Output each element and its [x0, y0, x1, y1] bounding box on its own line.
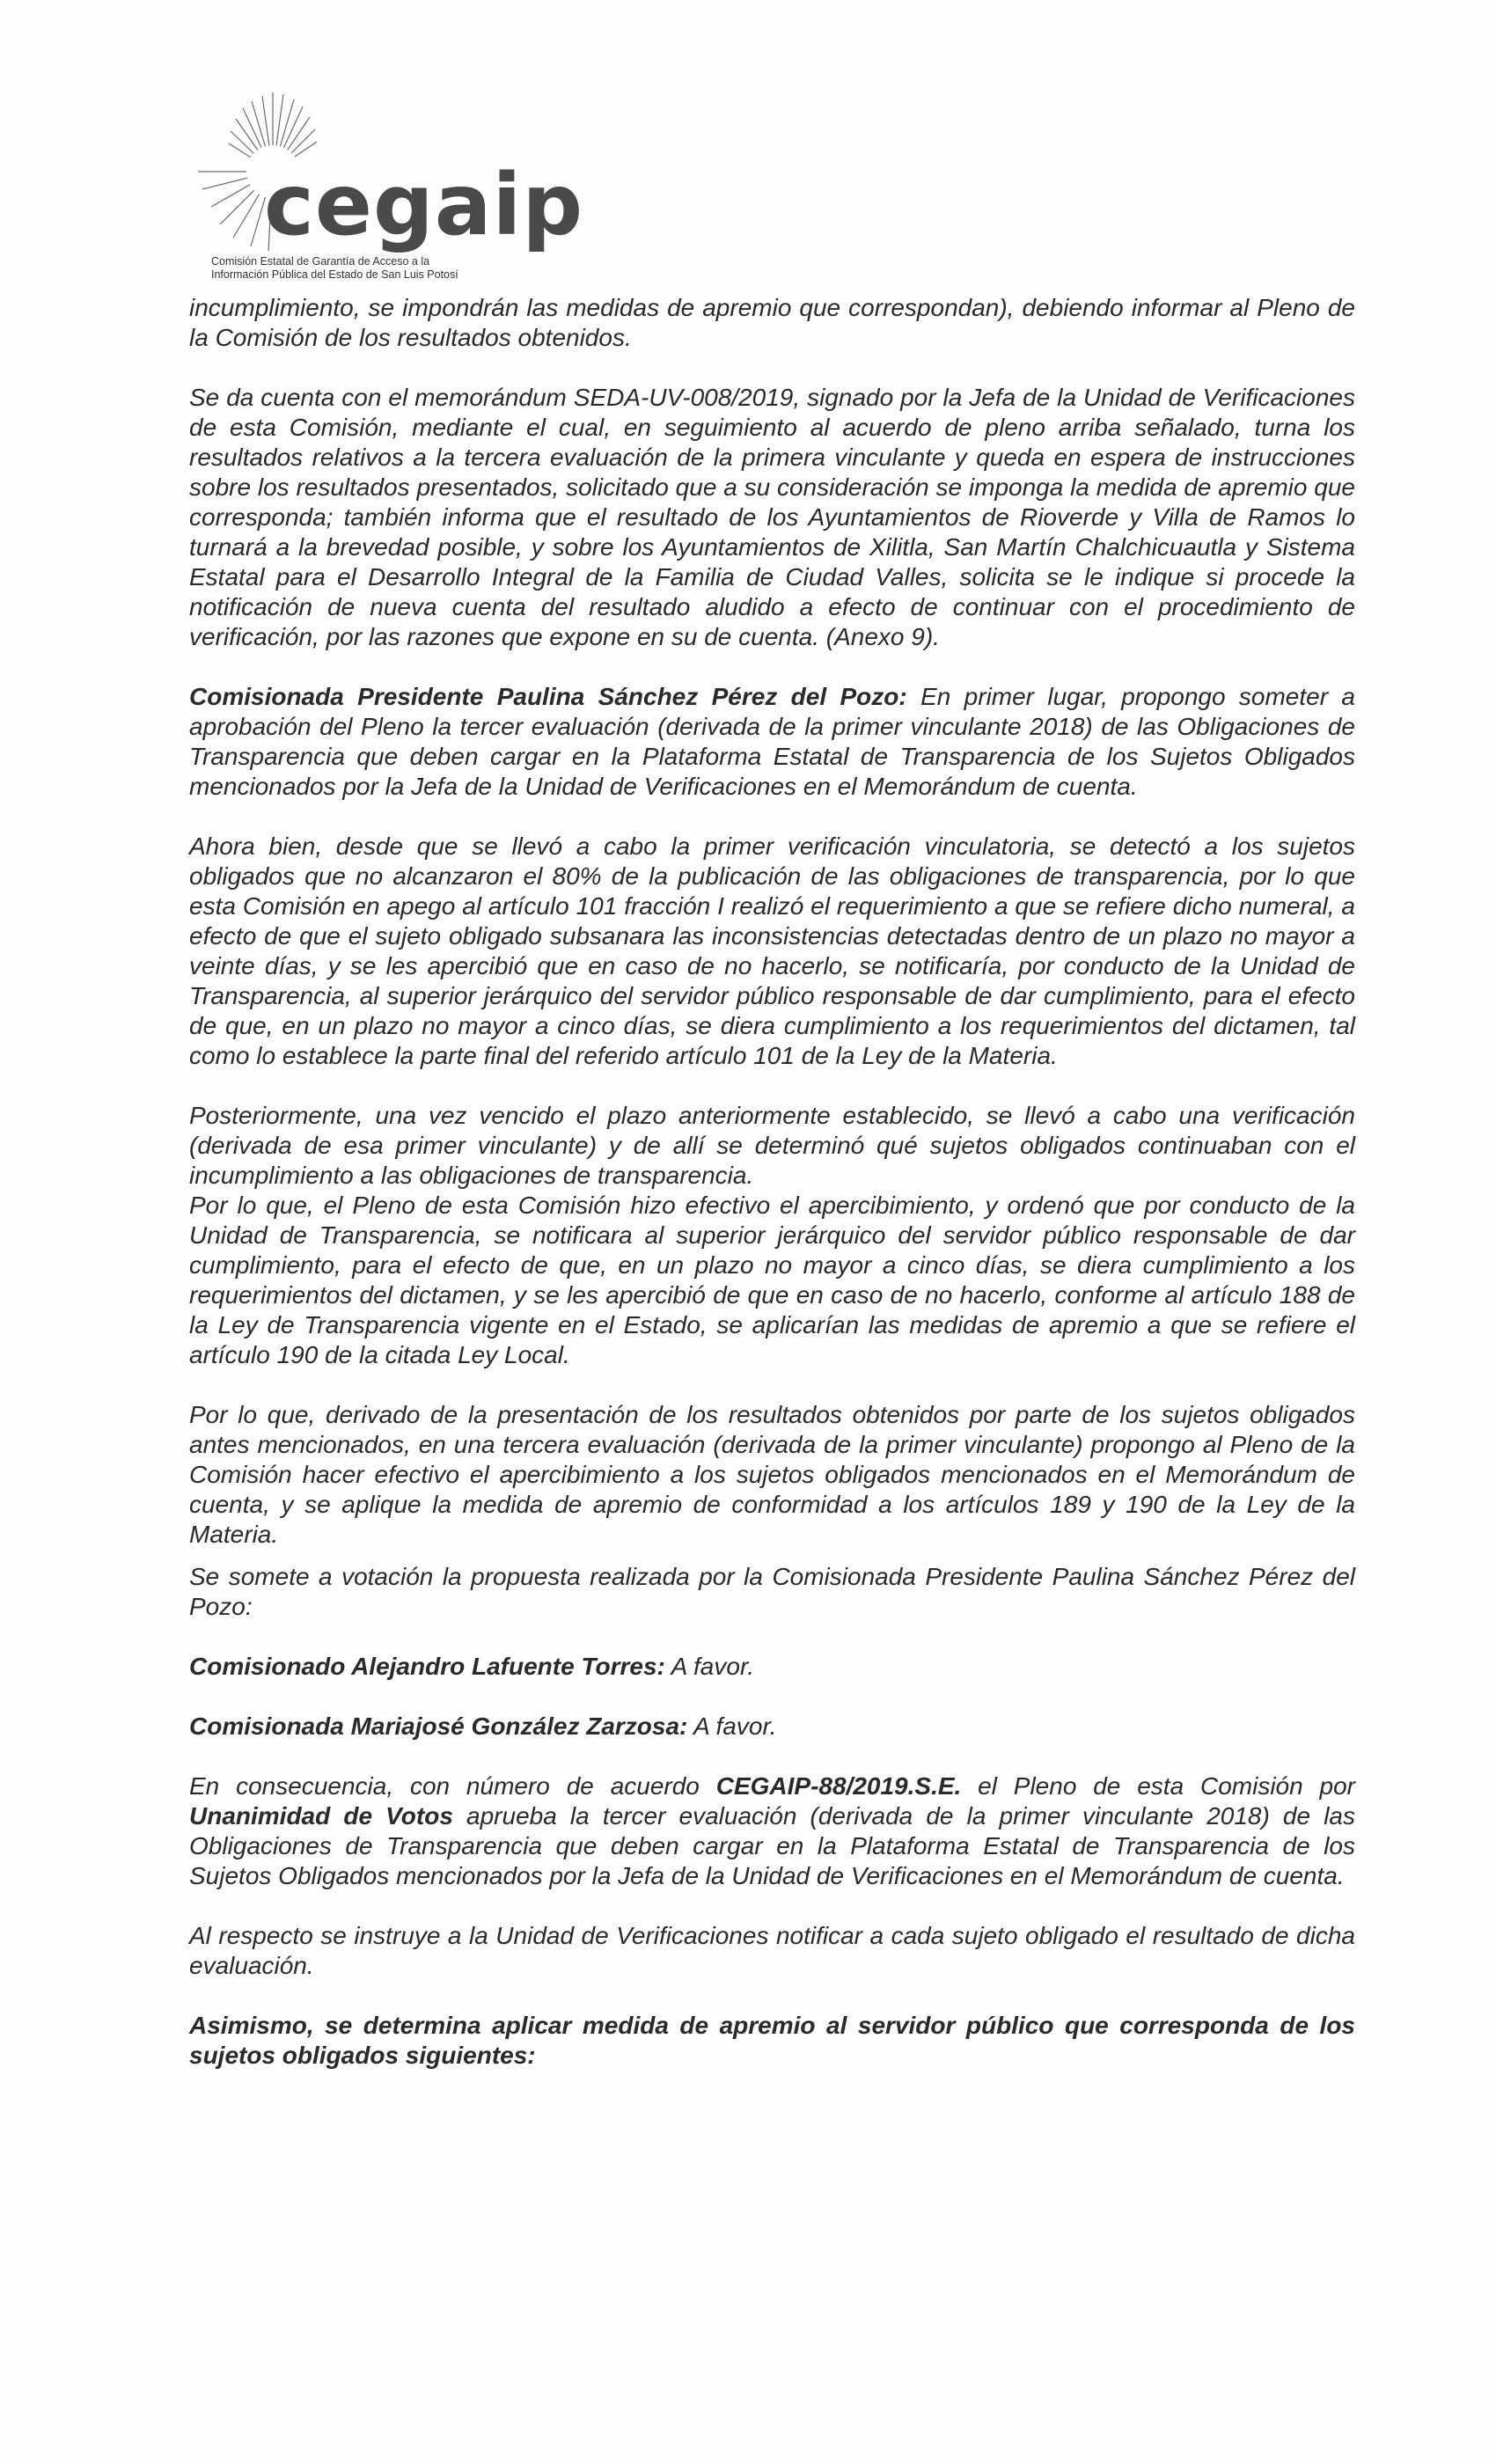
vote-line: [189, 1652, 1355, 1682]
agreement-text: aprueba la tercer evaluación (derivada de la primer vinculante 2018) de las Obligaciones de Transparencia que deben cargar en la Plataforma Estatal de Transparencia de los Sujetos Obligados mencionados por la Jefa de la Unidad de Verificaciones en el Memorándum de cuenta.: [189, 1802, 1355, 1889]
vote-value: A favor.: [687, 1712, 777, 1740]
paragraph: incumplimiento, se impondrán las medidas de apremio que correspondan), debiendo informar al Pleno de la Comisión de los resultados obtenidos.: [189, 294, 1355, 351]
speaker-text: En primer lugar, propongo someter a aprobación del Pleno la tercer evaluación (derivada de la primer vinculante 2018) de las Obligaciones de Transparencia que deben cargar en la Plataforma Estatal de Transparencia de los Sujetos Obligados mencionados por la Jefa de la Unidad de Verificaciones en el Memorándum de cuenta.: [189, 683, 1355, 800]
unanimity-label: Unanimidad de Votos: [189, 1802, 453, 1830]
paragraph: Por lo que, el Pleno de esta Comisión hizo efectivo el apercibimiento, y ordenó que por conducto de la Unidad de Transparencia, se notificara al superior jerárquico del servidor público responsable de dar cumplimiento, para el efecto de que, en un plazo no mayor a cinco días, se diera cumplimiento a los requerimientos del dictamen, y se les apercibió de que en caso de no hacerlo, conforme al artículo 188 de la Ley de Transparencia vigente en el Estado, se aplicarían las medidas de apremio a que se refiere el artículo 190 de la citada Ley Local.: [189, 1192, 1355, 1368]
document-body: [189, 293, 1355, 2101]
vote-line: [189, 1712, 1355, 1742]
logo-caption-line: Información Pública del Estado de San Luis Potosí: [211, 268, 458, 281]
paragraph: Ahora bien, desde que se llevó a cabo la primer verificación vinculatoria, se detectó a los sujetos obligados que no alcanzaron el 80% de la publicación de las obligaciones de transparencia, por lo que esta Comisión en apego al artículo 101 fracción I realizó el requerimiento a que se refiere dicho numeral, a efecto de que el sujeto obligado subsanara las inconsistencias detectadas dentro de un plazo no mayor a veinte días, y se les apercibió que en caso de no hacerlo, se notificaría, por conducto de la Unidad de Transparencia, al superior jerárquico del servidor público responsable de dar cumplimiento, para el efecto de que, en un plazo no mayor a cinco días, se diera cumplimiento a los requerimientos del dictamen, tal como lo establece la parte final del referido artículo 101 de la Ley de la Materia.: [189, 832, 1355, 1069]
paragraph: Se somete a votación la propuesta realizada por la Comisionada Presidente Paulina Sánchez Pérez del Pozo:: [189, 1563, 1355, 1620]
paragraph: Por lo que, derivado de la presentación de los resultados obtenidos por parte de los sujetos obligados antes mencionados, en una tercera evaluación (derivada de la primer vinculante) propongo al Pleno de la Comisión hacer efectivo el apercibimiento a los sujetos obligados mencionados en el Memorándum de cuenta, y se aplique la medida de apremio de conformidad a los artículos 189 y 190 de la Ley de la Materia.: [189, 1401, 1355, 1548]
paragraph: Se da cuenta con el memorándum SEDA-UV-008/2019, signado por la Jefa de la Unidad de Verificaciones de esta Comisión, mediante el cual, en seguimiento al acuerdo de pleno arriba señalado, turna los resultados relativos a la tercera evaluación de la primera vinculante y queda en espera de instrucciones sobre los resultados presentados, solicitado que a su consideración se imponga la medida de apremio que corresponda; también informa que el resultado de los Ayuntamientos de Rioverde y Villa de Ramos lo turnará a la brevedad posible, y sobre los Ayuntamientos de Xilitla, San Martín Chalchicuautla y Sistema Estatal para el Desarrollo Integral de la Familia de Ciudad Valles, solicita se le indique si procede la notificación de nueva cuenta del resultado aludido a efecto de continuar con el procedimiento de verificación, por las razones que expone en su de cuenta. (Anexo 9).: [189, 384, 1355, 650]
voter-name: Comisionada Mariajosé González Zarzosa:: [189, 1712, 688, 1740]
paragraph: [189, 1771, 1355, 1891]
voter-name: Comisionado Alejandro Lafuente Torres:: [189, 1653, 665, 1680]
logo-caption: [211, 255, 598, 282]
paragraph: [189, 682, 1355, 802]
agreement-text: En consecuencia, con número de acuerdo: [189, 1772, 716, 1800]
logo-wordmark: cegaip: [264, 156, 584, 254]
agreement-text: el Pleno de esta Comisión por: [961, 1772, 1355, 1800]
logo-caption-line: Comisión Estatal de Garantía de Acceso a la: [211, 255, 430, 268]
vote-value: A favor.: [664, 1653, 755, 1680]
paragraph: Al respecto se instruye a la Unidad de Verificaciones notificar a cada sujeto obligado el resultado de dicha evaluación.: [189, 1922, 1355, 1979]
paragraph: Posteriormente, una vez vencido el plazo anteriormente establecido, se llevó a cabo una verificación (derivada de esa primer vinculante) y de allí se determinó qué sujetos obligados continuaban con el incumplimiento a las obligaciones de transparencia.: [189, 1102, 1355, 1189]
agreement-number: CEGAIP-88/2019.S.E.: [715, 1772, 962, 1800]
speaker-name: Comisionada Presidente Paulina Sánchez Pérez del Pozo:: [189, 683, 907, 710]
closing-paragraph: Asimismo, se determina aplicar medida de apremio al servidor público que corresponda de los sujetos obligados siguientes:: [189, 2012, 1355, 2069]
cegaip-logo: [185, 84, 584, 286]
